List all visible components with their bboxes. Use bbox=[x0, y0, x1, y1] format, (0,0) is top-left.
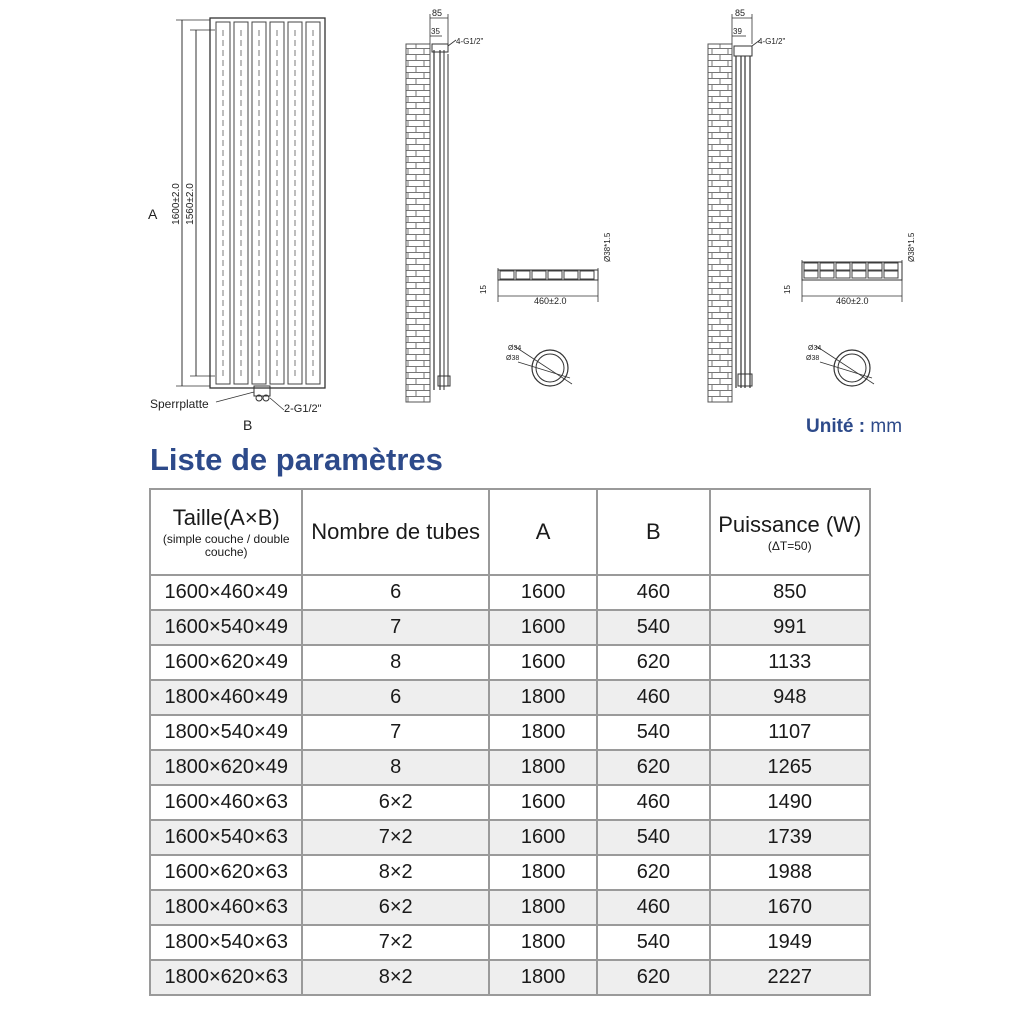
cell-b: 540 bbox=[597, 925, 709, 960]
cell-power: 1265 bbox=[710, 750, 870, 785]
table-row bbox=[150, 855, 870, 890]
cell-a: 1600 bbox=[489, 610, 597, 645]
cell-b: 620 bbox=[597, 855, 709, 890]
plan-tube bbox=[884, 263, 898, 270]
cell-tubes: 6 bbox=[302, 680, 489, 715]
plan-tube bbox=[804, 263, 818, 270]
cell-b: 460 bbox=[597, 890, 709, 925]
header-b: B bbox=[597, 489, 709, 575]
header-power bbox=[710, 489, 870, 575]
side1-top-dim: 85 bbox=[432, 8, 443, 18]
table-row bbox=[150, 680, 870, 715]
cell-power: 1107 bbox=[710, 715, 870, 750]
cell-size: 1800×460×49 bbox=[150, 680, 302, 715]
cell-a: 1600 bbox=[489, 785, 597, 820]
front-view bbox=[148, 18, 325, 433]
cell-a: 1800 bbox=[489, 925, 597, 960]
cell-tubes: 6×2 bbox=[302, 785, 489, 820]
cell-size: 1600×460×49 bbox=[150, 575, 302, 610]
cell-power: 1739 bbox=[710, 820, 870, 855]
radiator-tube bbox=[306, 22, 320, 384]
cell-a: 1600 bbox=[489, 575, 597, 610]
connection-label: 2-G1/2" bbox=[284, 403, 322, 415]
cell-size: 1600×540×49 bbox=[150, 610, 302, 645]
cell-power: 1949 bbox=[710, 925, 870, 960]
plan-tube bbox=[804, 271, 818, 278]
cell-tubes: 8×2 bbox=[302, 960, 489, 995]
label-b: B bbox=[243, 417, 253, 433]
table-row bbox=[150, 715, 870, 750]
cell-a: 1600 bbox=[489, 820, 597, 855]
cell-tubes: 7 bbox=[302, 610, 489, 645]
side-view-double bbox=[708, 8, 785, 402]
radiator-tube bbox=[270, 22, 284, 384]
unit-label: Unité bbox=[806, 416, 854, 437]
cell-size: 1800×460×63 bbox=[150, 890, 302, 925]
cell-b: 460 bbox=[597, 575, 709, 610]
cell-tubes: 8 bbox=[302, 645, 489, 680]
plan-tube bbox=[548, 271, 562, 279]
plan1-width-dim: 460±2.0 bbox=[534, 296, 567, 306]
unit-value: mm bbox=[870, 416, 903, 437]
plan-tube bbox=[836, 263, 850, 270]
plan-tube bbox=[868, 263, 882, 270]
cell-power: 1988 bbox=[710, 855, 870, 890]
front-tubes bbox=[216, 22, 320, 384]
plan-tube bbox=[868, 271, 882, 278]
cell-a: 1800 bbox=[489, 890, 597, 925]
side1-inner-dim: 35 bbox=[431, 27, 440, 36]
side2-connection: 4-G1/2" bbox=[758, 37, 786, 46]
plan-tube bbox=[532, 271, 546, 279]
wall-2 bbox=[708, 44, 732, 402]
label-a: A bbox=[148, 206, 158, 222]
cell-tubes: 7×2 bbox=[302, 925, 489, 960]
cell-power: 850 bbox=[710, 575, 870, 610]
parameter-list-title: Liste de paramètres bbox=[150, 442, 443, 477]
cell-b: 620 bbox=[597, 960, 709, 995]
cell-a: 1800 bbox=[489, 960, 597, 995]
cell-size: 1600×620×49 bbox=[150, 645, 302, 680]
plan-tube bbox=[820, 263, 834, 270]
cell-power: 1670 bbox=[710, 890, 870, 925]
cell-tubes: 8 bbox=[302, 750, 489, 785]
plan1-depth-dim: 15 bbox=[479, 285, 488, 294]
unit-separator: : bbox=[853, 416, 871, 437]
cell-tubes: 6 bbox=[302, 575, 489, 610]
plan-tube bbox=[516, 271, 530, 279]
plan2-tube-dim: Ø38*1.5 bbox=[907, 232, 916, 262]
cell-tubes: 7 bbox=[302, 715, 489, 750]
plan2-depth-dim: 15 bbox=[783, 285, 792, 294]
table-row bbox=[150, 750, 870, 785]
header-power-label: Puissance (W) bbox=[718, 511, 862, 537]
front-panel-outline bbox=[210, 18, 325, 388]
plan-tube bbox=[820, 271, 834, 278]
section2-d2: Ø38 bbox=[806, 355, 820, 362]
side2-top-dim: 85 bbox=[735, 8, 746, 18]
cell-b: 460 bbox=[597, 785, 709, 820]
plan-tube bbox=[852, 271, 866, 278]
cell-tubes: 6×2 bbox=[302, 890, 489, 925]
section2-d1: Ø34 bbox=[808, 345, 822, 352]
table-row bbox=[150, 820, 870, 855]
table-row bbox=[150, 575, 870, 610]
cell-size: 1600×540×63 bbox=[150, 820, 302, 855]
header-power-note: (ΔT=50) bbox=[767, 538, 812, 553]
cell-b: 540 bbox=[597, 715, 709, 750]
plan-tube bbox=[884, 271, 898, 278]
header-a: A bbox=[489, 489, 597, 575]
front-dim-inner: 1560±2.0 bbox=[185, 183, 196, 225]
table-row bbox=[150, 890, 870, 925]
header-size-note: (simple couche / double couche) bbox=[162, 532, 290, 559]
cell-tubes: 8×2 bbox=[302, 855, 489, 890]
table-header-row bbox=[150, 489, 870, 575]
cell-size: 1600×620×63 bbox=[150, 855, 302, 890]
parameter-table bbox=[149, 488, 871, 996]
radiator-tube bbox=[252, 22, 266, 384]
header-size bbox=[150, 489, 302, 575]
unit-note bbox=[806, 416, 902, 438]
header-size-label: Taille(A×B) bbox=[172, 505, 280, 530]
table-row bbox=[150, 645, 870, 680]
radiator-tube bbox=[234, 22, 248, 384]
plan-tube bbox=[580, 271, 594, 279]
cell-power: 948 bbox=[710, 680, 870, 715]
cell-a: 1800 bbox=[489, 715, 597, 750]
cell-a: 1800 bbox=[489, 750, 597, 785]
cell-size: 1800×540×49 bbox=[150, 715, 302, 750]
radiator-tube bbox=[216, 22, 230, 384]
cell-size: 1800×620×63 bbox=[150, 960, 302, 995]
cell-power: 991 bbox=[710, 610, 870, 645]
plan-tube bbox=[852, 263, 866, 270]
technical-drawing bbox=[0, 0, 1024, 440]
section1-d1: Ø34 bbox=[508, 345, 522, 352]
cell-power: 1490 bbox=[710, 785, 870, 820]
cell-a: 1600 bbox=[489, 645, 597, 680]
cell-b: 460 bbox=[597, 680, 709, 715]
plan-tube bbox=[500, 271, 514, 279]
side1-connection: 4-G1/2" bbox=[456, 37, 484, 46]
cell-b: 620 bbox=[597, 750, 709, 785]
cell-a: 1800 bbox=[489, 855, 597, 890]
cell-power: 2227 bbox=[710, 960, 870, 995]
cell-size: 1800×620×49 bbox=[150, 750, 302, 785]
front-dim-outer: 1600±2.0 bbox=[171, 183, 182, 225]
cell-power: 1133 bbox=[710, 645, 870, 680]
plan2-width-dim: 460±2.0 bbox=[836, 296, 869, 306]
table-row bbox=[150, 960, 870, 995]
cell-a: 1800 bbox=[489, 680, 597, 715]
radiator-tube bbox=[288, 22, 302, 384]
cell-b: 540 bbox=[597, 610, 709, 645]
plan1-tube-dim: Ø38*1.5 bbox=[603, 232, 612, 262]
wall-1 bbox=[406, 44, 430, 402]
section1-d2: Ø38 bbox=[506, 355, 520, 362]
plan-tube bbox=[836, 271, 850, 278]
cell-size: 1800×540×63 bbox=[150, 925, 302, 960]
cell-b: 620 bbox=[597, 645, 709, 680]
header-tubes: Nombre de tubes bbox=[302, 489, 489, 575]
cell-b: 540 bbox=[597, 820, 709, 855]
cell-tubes: 7×2 bbox=[302, 820, 489, 855]
side2-inner-dim: 39 bbox=[733, 27, 742, 36]
side-view-single bbox=[406, 8, 483, 402]
table-row bbox=[150, 785, 870, 820]
cell-size: 1600×460×63 bbox=[150, 785, 302, 820]
plan-view-double bbox=[783, 232, 916, 386]
valve-label: Sperrplatte bbox=[150, 397, 209, 411]
table-row bbox=[150, 610, 870, 645]
table-row bbox=[150, 925, 870, 960]
plan-tube bbox=[564, 271, 578, 279]
plan-view-single bbox=[479, 232, 612, 386]
